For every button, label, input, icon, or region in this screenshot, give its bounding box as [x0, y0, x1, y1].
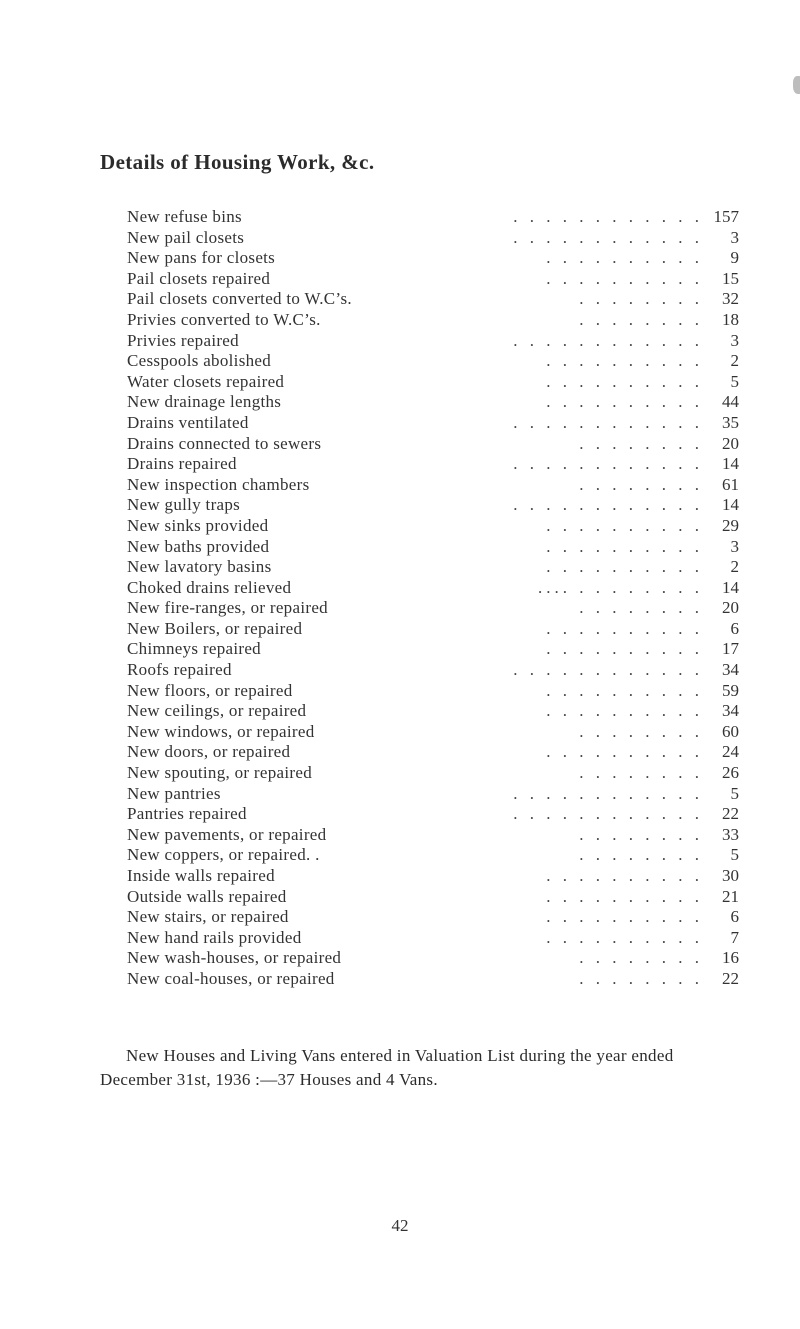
dot-leader: . . . . . . . . — [579, 433, 703, 453]
dot-leader: . . . . . . . . . . . . — [513, 207, 703, 226]
item-count: 30 — [722, 866, 739, 885]
item-count: 6 — [730, 618, 739, 638]
item-label: Inside walls repaired — [127, 866, 281, 887]
list-item — [127, 372, 739, 393]
list-item — [127, 269, 739, 290]
dot-leader: . . . . . . . . . . . . — [513, 227, 703, 247]
list-item — [127, 454, 739, 475]
item-label: New gully traps — [127, 495, 246, 516]
item-count: 5 — [730, 845, 739, 865]
dot-leader: . . . . . . . . . . — [546, 515, 703, 535]
dot-leader: . . . . . . . . — [579, 309, 703, 329]
dot-leader: . . . . . . . . — [579, 948, 703, 968]
item-count: 20 — [722, 433, 739, 453]
dot-leader: . . . . . . . . — [579, 845, 703, 865]
dot-leader: . . . . . . . . . . — [546, 701, 703, 721]
dot-leader: . . . . . . . . . . — [546, 536, 703, 556]
item-count: 14 — [722, 495, 739, 515]
item-label: New coal-houses, or repaired — [127, 969, 341, 990]
item-label: Pail closets converted to W.C’s. — [127, 289, 358, 310]
dot-leader: . . . . . . . . . . — [546, 927, 703, 947]
item-label: Choked drains relieved — [127, 578, 297, 599]
list-item — [127, 516, 739, 537]
list-item — [127, 434, 739, 455]
list-item — [127, 866, 739, 887]
item-count: 2 — [730, 557, 739, 577]
item-count: 2 — [730, 351, 739, 371]
item-count: 15 — [722, 268, 739, 288]
dot-leader: . . . . . . . . . . — [546, 907, 703, 927]
list-item — [127, 845, 739, 866]
item-count: 21 — [722, 886, 739, 906]
item-label: New pantries — [127, 784, 227, 805]
item-label: Drains repaired — [127, 454, 243, 475]
item-count: 18 — [722, 309, 739, 329]
item-label: New inspection chambers — [127, 475, 316, 496]
dot-leader: . . . . . . . . . . — [546, 866, 703, 885]
dot-leader: . . . . . . . . . . . . — [513, 412, 703, 432]
item-count: 29 — [722, 515, 739, 535]
list-item — [127, 248, 739, 269]
item-label: New pail closets — [127, 228, 250, 249]
item-label: New sinks provided — [127, 516, 274, 537]
list-item — [127, 331, 739, 352]
item-label: New spouting, or repaired — [127, 763, 318, 784]
housing-work-list — [127, 207, 739, 990]
dot-leader: . . . . . . . . — [579, 763, 703, 783]
list-item — [127, 289, 739, 310]
item-count: 5 — [730, 371, 739, 391]
item-count: 14 — [722, 577, 739, 597]
item-count: 3 — [730, 330, 739, 350]
list-item — [127, 660, 739, 681]
item-label: Cesspools abolished — [127, 351, 277, 372]
dot-leader: . . . . . . . . — [579, 289, 703, 309]
list-item — [127, 537, 739, 558]
list-item — [127, 392, 739, 413]
dot-leader: . . . . . . . . . . — [546, 639, 703, 659]
item-label: New wash-houses, or repaired — [127, 948, 347, 969]
item-label: New drainage lengths — [127, 392, 287, 413]
list-item — [127, 825, 739, 846]
list-item — [127, 681, 739, 702]
list-item — [127, 887, 739, 908]
list-item — [127, 351, 739, 372]
item-count: 59 — [722, 680, 739, 700]
item-count: 22 — [722, 968, 739, 988]
dot-leader: . . . . . . . . . . — [546, 742, 703, 762]
list-item — [127, 310, 739, 331]
dot-leader: . . . . . . . . . . — [546, 680, 703, 700]
dot-leader: . . . . . . . . — [579, 824, 703, 844]
page-heading: Details of Housing Work, &c. — [100, 150, 375, 174]
item-label: New baths provided — [127, 537, 275, 558]
list-item — [127, 928, 739, 949]
dot-leader: . . . . . . . . . . — [546, 618, 703, 638]
item-count: 3 — [730, 536, 739, 556]
item-label: Privies repaired — [127, 331, 245, 352]
dot-leader: . . . . . . . . . . . . — [513, 804, 703, 824]
item-count: 33 — [722, 824, 739, 844]
item-count: 6 — [730, 907, 739, 927]
dot-leader: . . . . . . . . . . . . — [513, 454, 703, 474]
item-count: 34 — [722, 701, 739, 721]
dot-leader: . . . . . . . . . . — [546, 392, 703, 412]
item-count: 5 — [730, 783, 739, 803]
item-count: 3 — [730, 227, 739, 247]
list-item — [127, 639, 739, 660]
item-label: New Boilers, or repaired — [127, 619, 308, 640]
dot-leader: .... . . . . . . . . — [538, 577, 703, 597]
dot-leader: . . . . . . . . — [579, 474, 703, 494]
item-count: 44 — [722, 392, 739, 412]
item-count: 16 — [722, 948, 739, 968]
list-item — [127, 598, 739, 619]
item-label: Drains connected to sewers — [127, 434, 327, 455]
item-label: New stairs, or repaired — [127, 907, 295, 928]
item-count: 60 — [722, 721, 739, 741]
list-item — [127, 495, 739, 516]
item-count: 34 — [722, 660, 739, 680]
list-item — [127, 413, 739, 434]
item-count: 157 — [713, 207, 739, 226]
dot-leader: . . . . . . . . — [579, 598, 703, 618]
list-item — [127, 475, 739, 496]
dot-leader: . . . . . . . . . . . . — [513, 330, 703, 350]
list-item — [127, 557, 739, 578]
list-item — [127, 701, 739, 722]
page-corner-mark — [793, 76, 800, 94]
item-label: New doors, or repaired — [127, 742, 296, 763]
dot-leader: . . . . . . . . . . — [546, 248, 703, 268]
list-item — [127, 742, 739, 763]
valuation-list-note: New Houses and Living Vans entered in Valuation List during the year ended December 31st, 1936 :—37 Houses and 4 Vans. — [100, 1046, 674, 1089]
dot-leader: . . . . . . . . . . — [546, 351, 703, 371]
item-label: New floors, or repaired — [127, 681, 299, 702]
item-label: New windows, or repaired — [127, 722, 321, 743]
list-item — [127, 969, 739, 990]
item-count: 32 — [722, 289, 739, 309]
item-count: 9 — [730, 248, 739, 268]
list-item — [127, 784, 739, 805]
list-item — [127, 722, 739, 743]
item-label: New ceilings, or repaired — [127, 701, 312, 722]
list-item — [127, 948, 739, 969]
item-count: 26 — [722, 763, 739, 783]
dot-leader: . . . . . . . . . . — [546, 268, 703, 288]
list-item — [127, 207, 739, 228]
item-count: 24 — [722, 742, 739, 762]
item-label: Roofs repaired — [127, 660, 238, 681]
dot-leader: . . . . . . . . . . . . — [513, 783, 703, 803]
item-label: Water closets repaired — [127, 372, 290, 393]
item-label: Outside walls repaired — [127, 887, 293, 908]
item-count: 14 — [722, 454, 739, 474]
item-count: 35 — [722, 412, 739, 432]
dot-leader: . . . . . . . . . . — [546, 886, 703, 906]
list-item — [127, 907, 739, 928]
dot-leader: . . . . . . . . . . . . — [513, 495, 703, 515]
item-label: Chimneys repaired — [127, 639, 267, 660]
list-item — [127, 228, 739, 249]
item-label: New refuse bins — [127, 207, 248, 228]
item-label: New lavatory basins — [127, 557, 278, 578]
item-label: New hand rails provided — [127, 928, 308, 949]
list-item — [127, 619, 739, 640]
item-label: Pantries repaired — [127, 804, 253, 825]
item-count: 20 — [722, 598, 739, 618]
dot-leader: . . . . . . . . — [579, 721, 703, 741]
item-count: 61 — [722, 474, 739, 494]
item-label: New fire-ranges, or repaired — [127, 598, 334, 619]
item-count: 22 — [722, 804, 739, 824]
item-label: New coppers, or repaired. . — [127, 845, 326, 866]
dot-leader: . . . . . . . . . . . . — [513, 660, 703, 680]
item-label: Pail closets repaired — [127, 269, 276, 290]
item-count: 7 — [730, 927, 739, 947]
dot-leader: . . . . . . . . . . — [546, 371, 703, 391]
item-label: Privies converted to W.C’s. — [127, 310, 327, 331]
list-item — [127, 578, 739, 599]
list-item — [127, 804, 739, 825]
dot-leader: . . . . . . . . — [579, 968, 703, 988]
item-label: Drains ventilated — [127, 413, 255, 434]
item-count: 17 — [722, 639, 739, 659]
list-item — [127, 763, 739, 784]
item-label: New pavements, or repaired — [127, 825, 332, 846]
page-number: 42 — [391, 1216, 409, 1235]
item-label: New pans for closets — [127, 248, 281, 269]
dot-leader: . . . . . . . . . . — [546, 557, 703, 577]
